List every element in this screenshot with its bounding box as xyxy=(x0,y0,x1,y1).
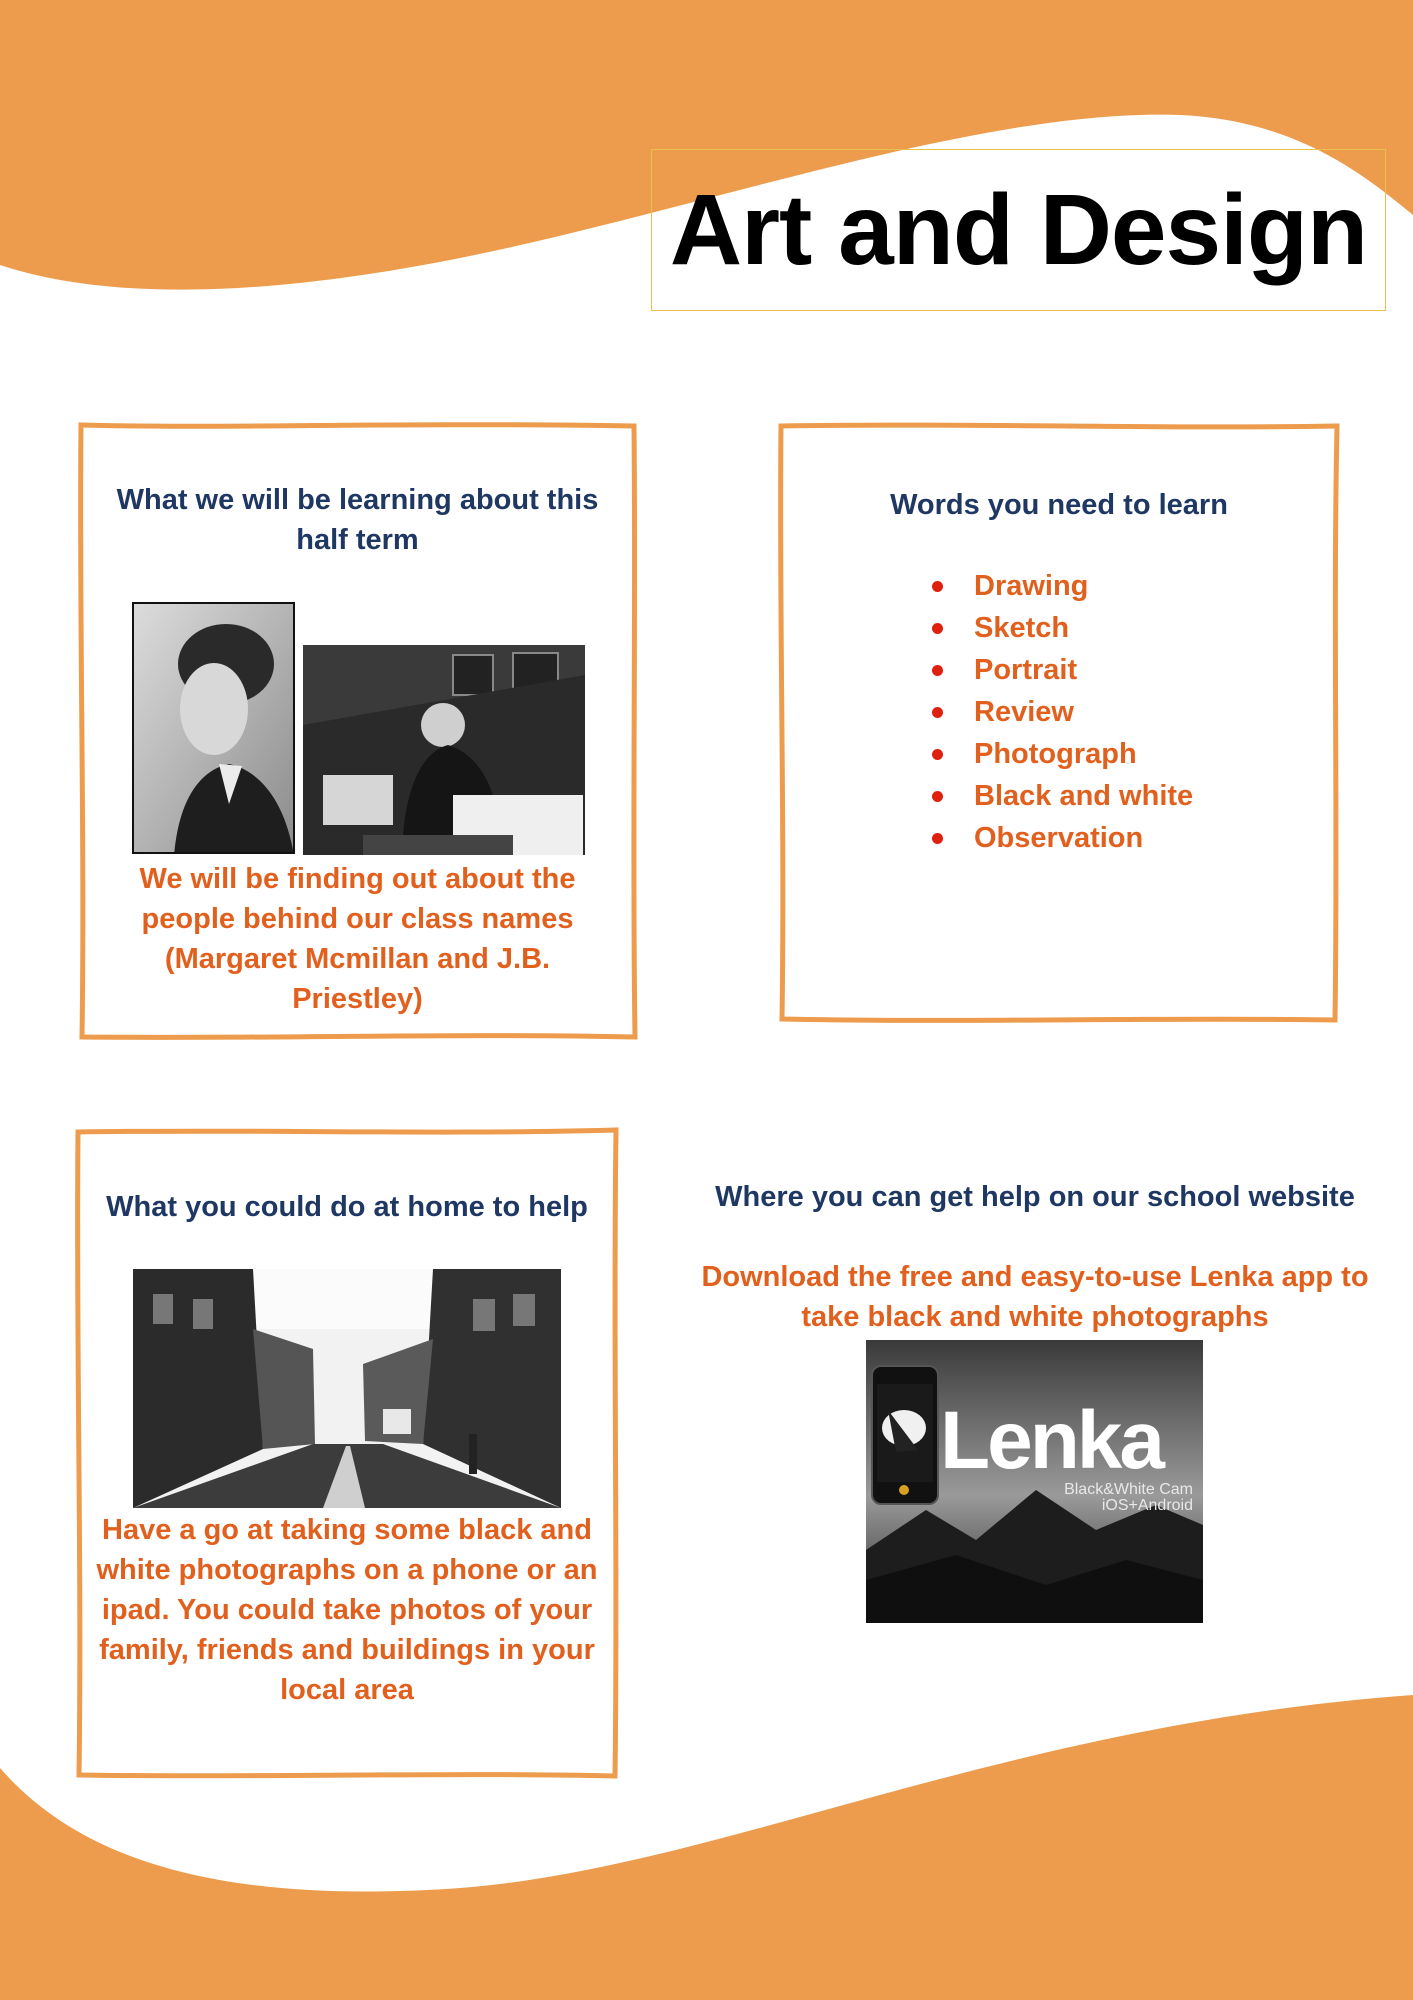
list-item: Drawing xyxy=(930,565,1193,607)
lenka-logo-text: Lenka xyxy=(940,1395,1162,1486)
portrait-photo-mcmillan xyxy=(132,602,295,854)
list-item: Review xyxy=(930,691,1193,733)
page-title: Art and Design xyxy=(669,173,1368,286)
website-heading: Where you can get help on our school website xyxy=(715,1181,1355,1213)
website-description: Download the free and easy-to-use Lenka app to take black and white photographs xyxy=(701,1261,1369,1333)
street-photo xyxy=(133,1269,561,1508)
words-list xyxy=(930,565,1193,859)
portrait-photo-priestley xyxy=(303,645,585,855)
website-panel xyxy=(700,1170,1370,1630)
lenka-tagline: Black&White Cam xyxy=(1064,1481,1193,1498)
learning-panel xyxy=(80,425,635,1037)
list-item: Portrait xyxy=(930,649,1193,691)
list-item: Black and white xyxy=(930,775,1193,817)
home-panel xyxy=(77,1130,617,1778)
list-item: Photograph xyxy=(930,733,1193,775)
words-heading: Words you need to learn xyxy=(890,489,1228,521)
learning-heading: What we will be learning about this half term xyxy=(116,484,599,556)
title-box xyxy=(651,149,1386,311)
home-heading: What you could do at home to help xyxy=(106,1191,588,1223)
lenka-app-image xyxy=(866,1340,1203,1623)
lenka-platforms: iOS+Android xyxy=(1101,1497,1193,1514)
learning-description: We will be finding out about the people behind our class names (Margaret Mcmillan and J.B. Priestley) xyxy=(139,863,576,1015)
list-item: Sketch xyxy=(930,607,1193,649)
home-description: Have a go at taking some black and white photographs on a phone or an ipad. You could take photos of your family, friends and buildings in your local area xyxy=(96,1514,598,1706)
list-item: Observation xyxy=(930,817,1193,859)
words-panel xyxy=(780,425,1338,1021)
